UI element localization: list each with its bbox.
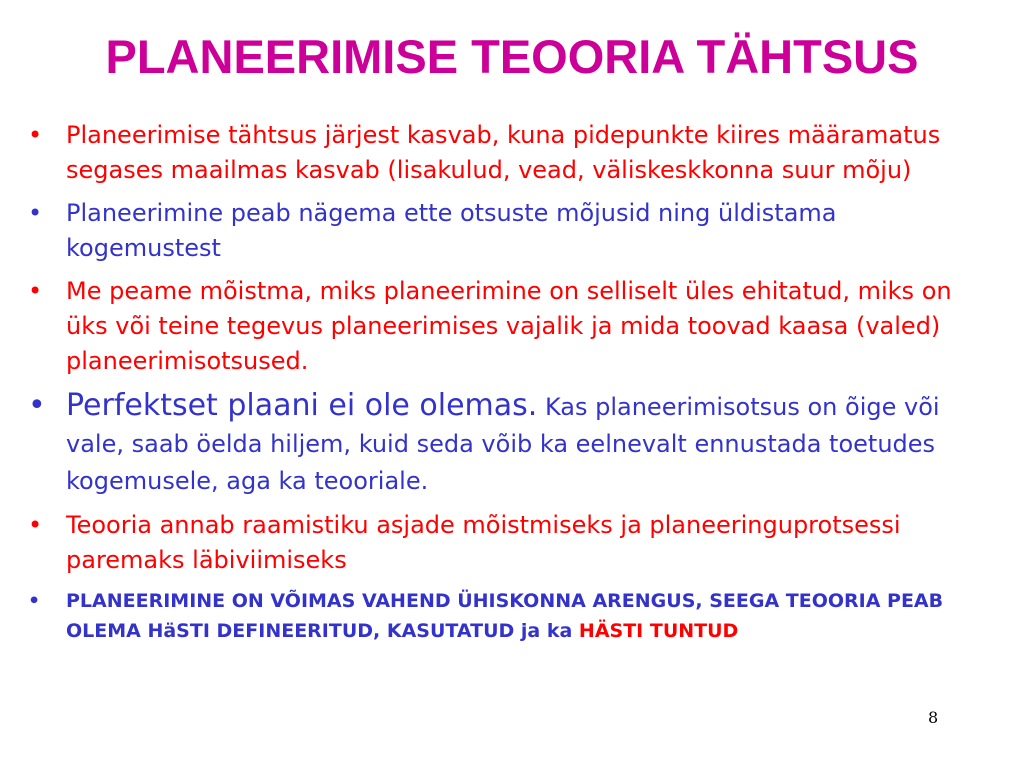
bullet-text: Kas planeerimisotsus on õige või vale, saab öelda hiljem, kuid seda võib ka eelnevalt ennustada toetudes kogemusele, aga ka teooriale. [66, 393, 940, 495]
list-item [28, 586, 994, 646]
page-number: 8 [928, 708, 939, 727]
highlight-text: HÄSTI TUNTUD [578, 620, 739, 642]
bullet-text: Teooria annab raamistiku asjade mõistmiseks ja planeeringuprotsessi paremaks läbiviimiseks [66, 511, 901, 574]
bullet-text: Planeerimine peab nägema ette otsuste mõjusid ning üldistama kogemustest [66, 199, 837, 262]
list-item [28, 196, 994, 266]
bullet-text: PLANEERIMINE ON VÕIMAS VAHEND ÜHISKONNA ARENGUS, SEEGA TEOORIA PEAB OLEMA HäSTI DEFINEERITUD, KASUTATUD ja ka [66, 590, 944, 642]
list-item [28, 387, 994, 500]
bullet-text: Me peame mõistma, miks planeerimine on selliselt üles ehitatud, miks on üks või teine tegevus planeerimises vajalik ja mida toovad kaasa (valed) planeerimisotsused. [66, 277, 952, 375]
bullet-icon: • [28, 199, 43, 227]
bullet-icon: • [28, 590, 41, 612]
bullet-text: Planeerimise tähtsus järjest kasvab, kuna pidepunkte kiires määramatus segases maailmas kasvab (lisakulud, vead, väliskeskkonna suur mõju) [66, 121, 941, 184]
bullet-lead-text: Perfektset plaani ei ole olemas. [66, 388, 538, 423]
bullet-icon: • [28, 121, 43, 149]
slide-title: PLANEERIMISE TEOORIA TÄHTSUS [105, 30, 919, 83]
list-item [28, 118, 994, 188]
bullet-icon: • [28, 511, 43, 539]
list-item [28, 274, 994, 379]
bullet-list [28, 118, 994, 654]
bullet-icon: • [28, 277, 43, 305]
list-item [28, 508, 994, 578]
bullet-icon: • [28, 388, 46, 423]
